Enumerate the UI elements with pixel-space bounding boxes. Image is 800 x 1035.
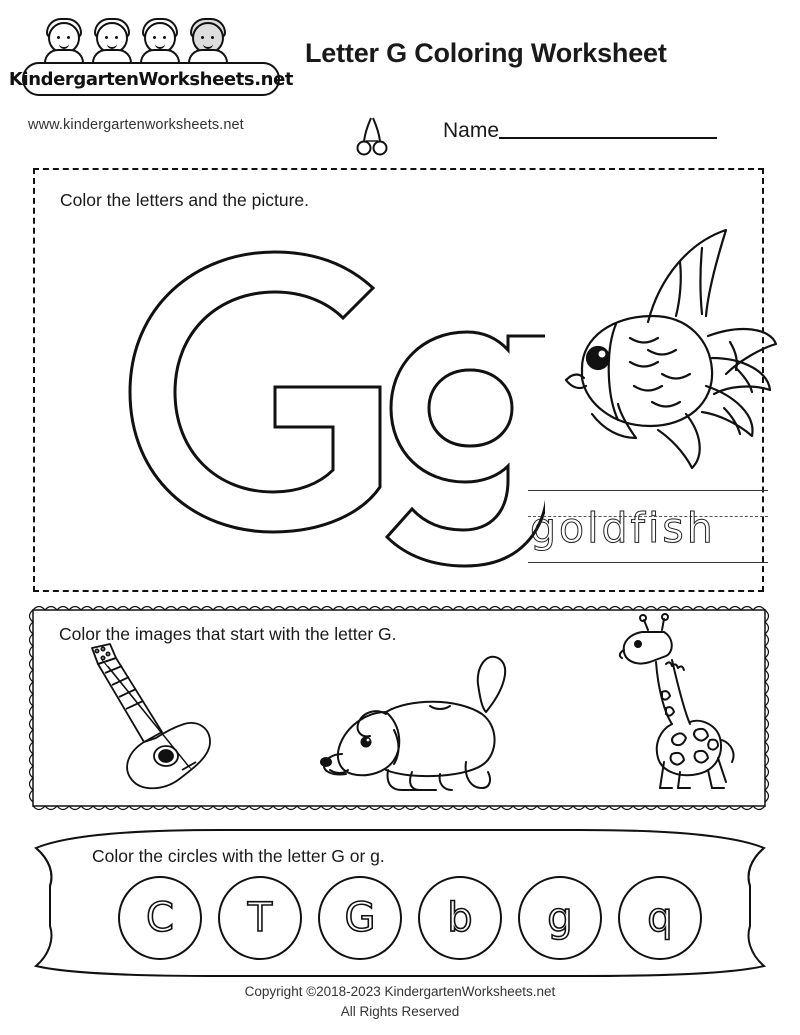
letter-circle-label: G bbox=[344, 895, 376, 941]
section3-instruction: Color the circles with the letter G or g. bbox=[92, 846, 385, 866]
guitar-illustration[interactable] bbox=[70, 642, 235, 792]
trace-word-area[interactable] bbox=[528, 490, 768, 580]
letter-circle[interactable] bbox=[118, 876, 202, 960]
name-label: Name bbox=[443, 119, 500, 142]
letter-circle[interactable] bbox=[618, 876, 702, 960]
page-header bbox=[0, 0, 800, 160]
kid-face-2 bbox=[90, 16, 134, 66]
letter-circle-label: b bbox=[447, 895, 473, 941]
trace-word: goldfish bbox=[530, 504, 716, 552]
kid-face-1 bbox=[42, 16, 86, 66]
big-letters-outline[interactable] bbox=[75, 212, 545, 572]
page-footer bbox=[0, 982, 800, 1023]
letter-circle[interactable] bbox=[418, 876, 502, 960]
section-color-circles bbox=[20, 826, 780, 978]
logo-pill[interactable] bbox=[8, 62, 294, 96]
kid-face-4 bbox=[186, 16, 230, 66]
logo-text: KindergartenWorksheets.net bbox=[8, 68, 294, 90]
section-color-letters bbox=[33, 168, 764, 592]
letter-circle-label: g bbox=[547, 895, 573, 941]
dog-illustration[interactable] bbox=[290, 650, 530, 795]
section1-instruction: Color the letters and the picture. bbox=[60, 190, 310, 210]
trace-rule-bottom bbox=[528, 562, 768, 563]
letter-circle-label: q bbox=[647, 895, 673, 941]
rights-text: All Rights Reserved bbox=[340, 1004, 460, 1020]
section-color-images bbox=[25, 602, 773, 814]
trace-rule-top bbox=[528, 490, 768, 491]
copyright-text: Copyright ©2018-2023 KindergartenWorksheets.net bbox=[244, 984, 556, 999]
page-title: Letter G Coloring Worksheet bbox=[305, 38, 667, 68]
section2-instruction: Color the images that start with the letter G. bbox=[59, 624, 397, 644]
kid-face-3 bbox=[138, 16, 182, 66]
letter-circles-row bbox=[118, 876, 728, 968]
letter-circle[interactable] bbox=[318, 876, 402, 960]
goldfish-illustration[interactable] bbox=[530, 218, 780, 478]
scissors-icon bbox=[352, 115, 392, 157]
letter-circle[interactable] bbox=[218, 876, 302, 960]
kids-faces-icon bbox=[42, 16, 262, 68]
giraffe-illustration[interactable] bbox=[580, 612, 740, 792]
letter-circle-label: T bbox=[247, 895, 273, 941]
name-field[interactable] bbox=[443, 118, 717, 143]
letter-circle-label: C bbox=[146, 895, 174, 941]
site-url: www.kindergartenworksheets.net bbox=[28, 117, 244, 133]
name-blank-line[interactable] bbox=[499, 118, 717, 139]
letter-circle[interactable] bbox=[518, 876, 602, 960]
